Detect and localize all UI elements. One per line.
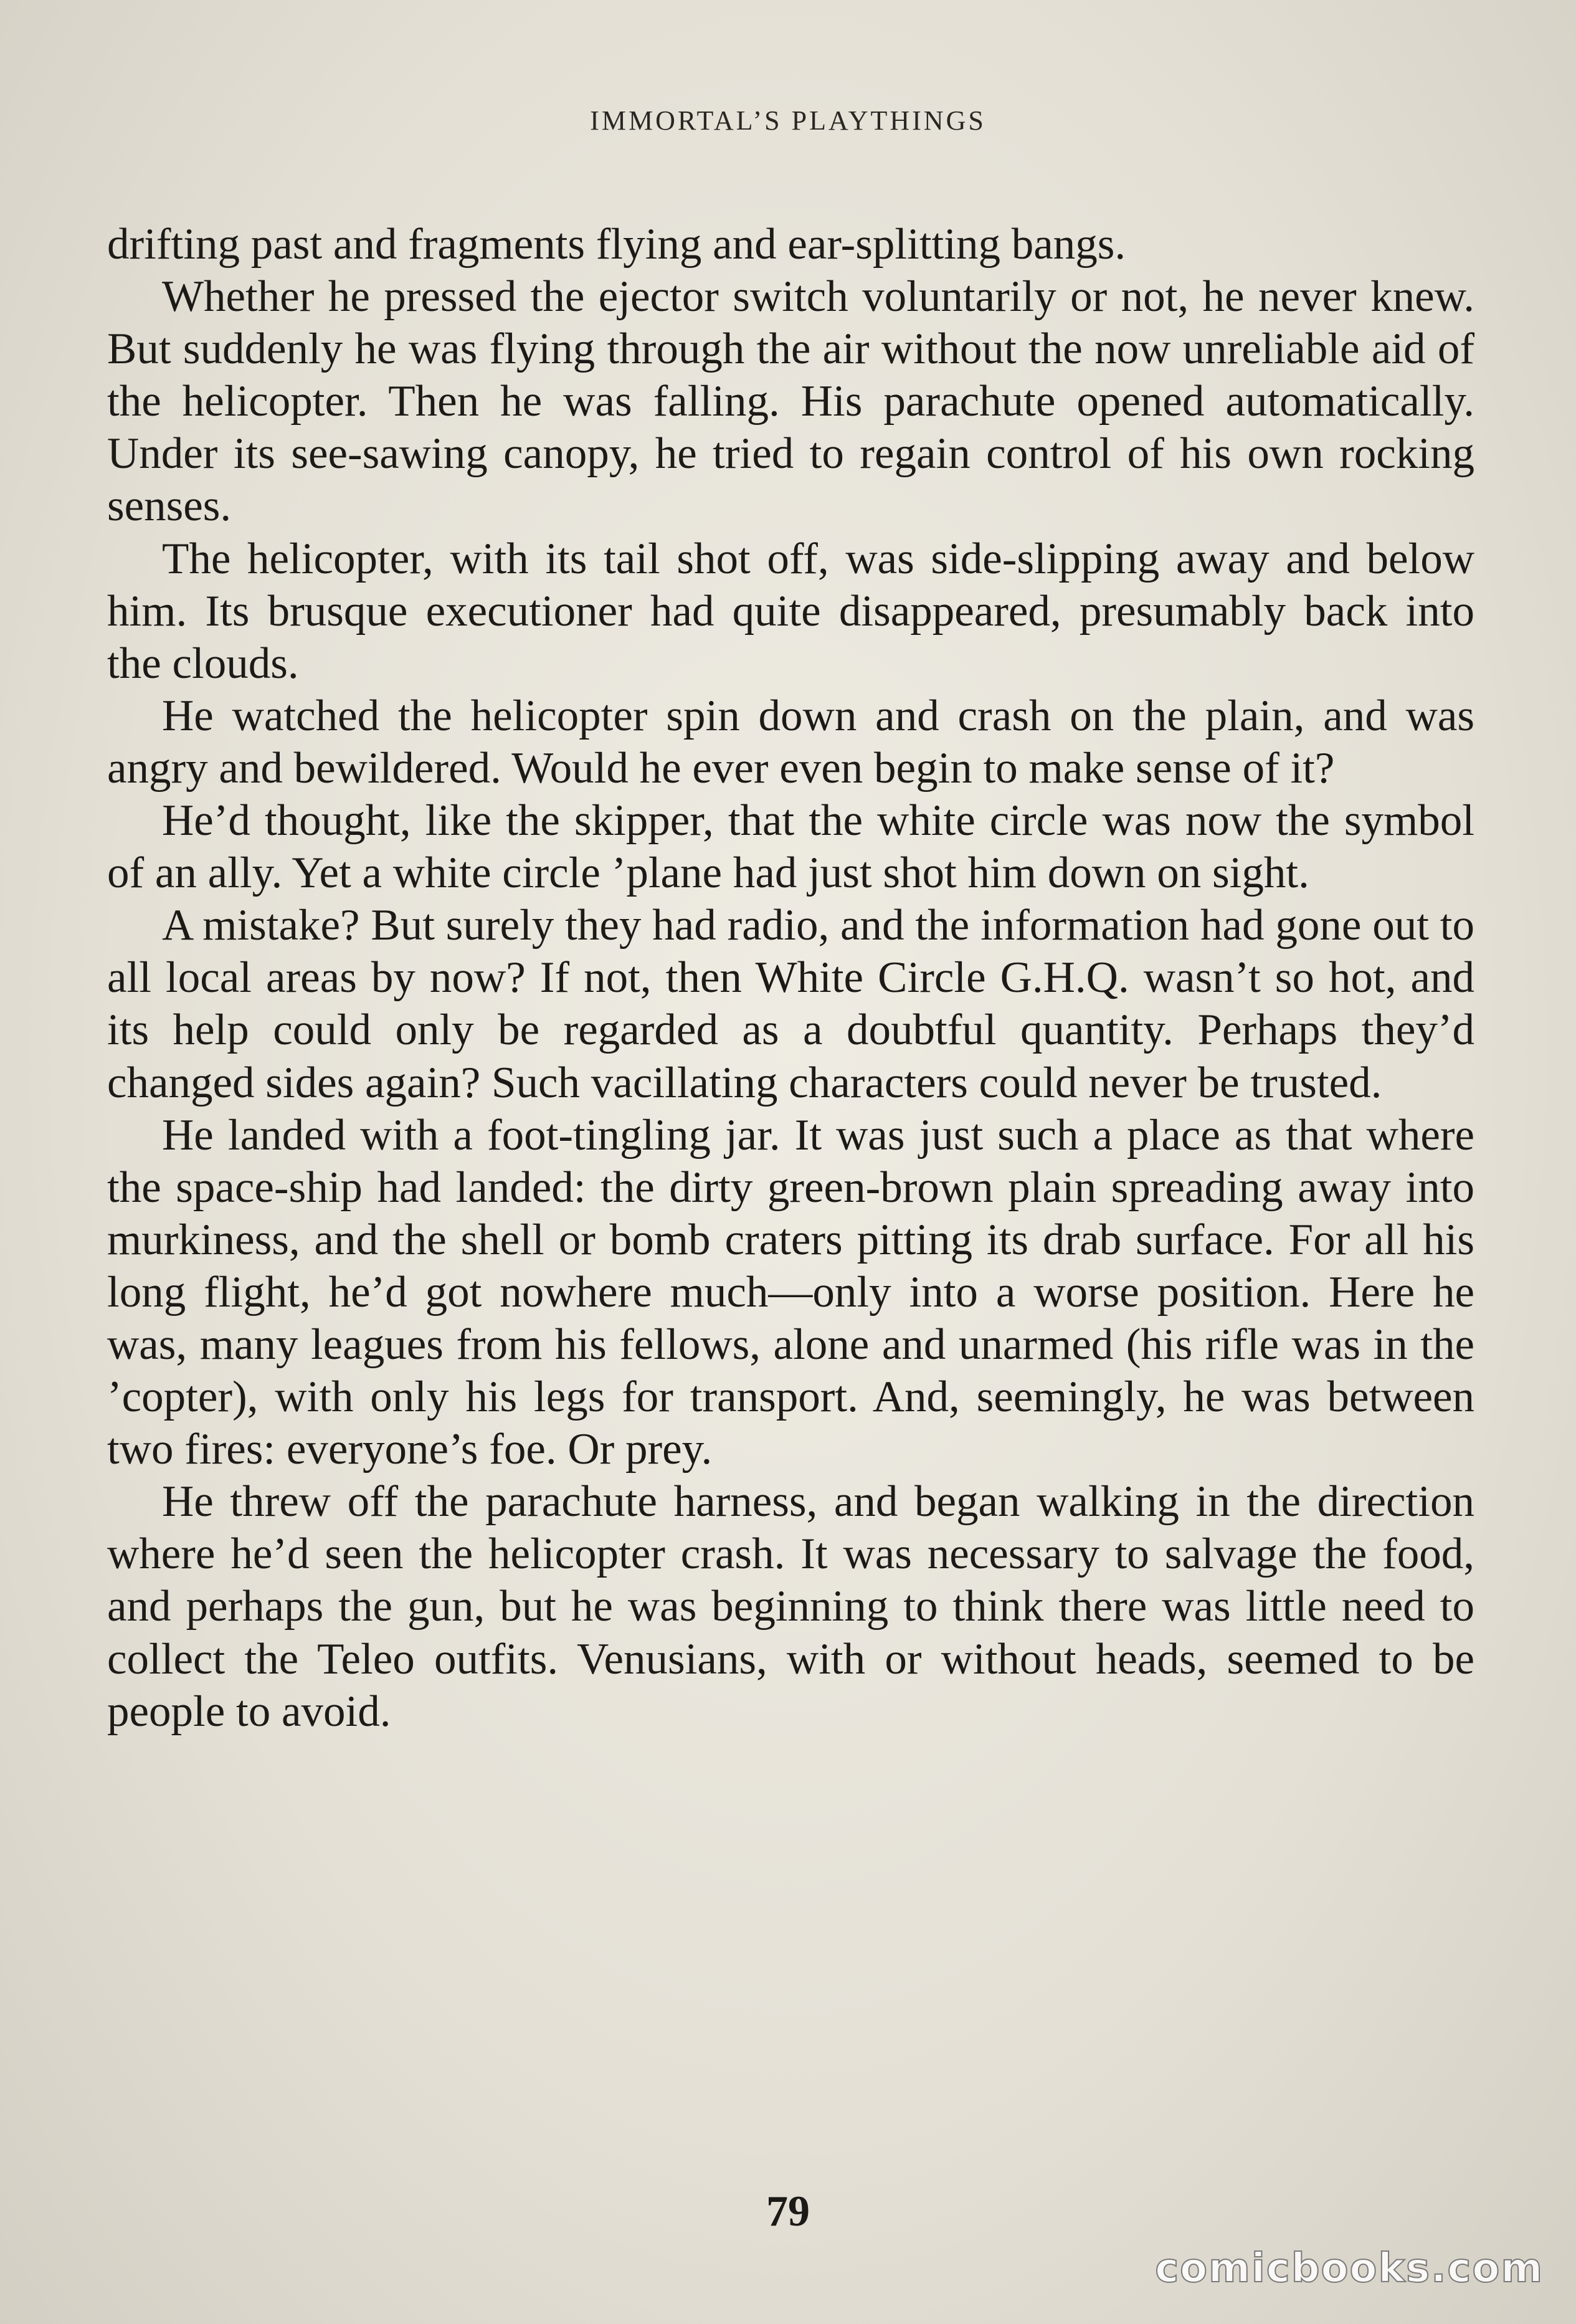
paragraph-5: He’d thought, like the skipper, that the white circle was now the symbol of an ally. Yet a white circle ’plane had just shot him down on sight. [107, 796, 1474, 898]
running-head: IMMORTAL’S PLAYTHINGS [590, 105, 986, 136]
watermark: comicbooks.com [1155, 2245, 1544, 2292]
paragraph-6: A mistake? But surely they had radio, and the information had gone out to all local areas by now? If not, then White Circle G.H.Q. wasn’t so hot, and its help could only be regarded as a doubtful quantity. Perhaps they’d changed sides again? Such vacillating characters could never be trusted. [107, 901, 1474, 1107]
body-text [107, 218, 1474, 1738]
paragraph-1: drifting past and fragments flying and ear-splitting bangs. [107, 220, 1126, 269]
paragraph-4: He watched the helicopter spin down and crash on the plain, and was angry and bewildered. Would he ever even begin to make sense of it? [107, 691, 1474, 793]
paragraph-3: The helicopter, with its tail shot off, was side-slipping away and below him. Its brusque executioner had quite disappeared, presumably back into the clouds. [107, 534, 1474, 688]
page-number: 79 [766, 2188, 810, 2236]
paragraph-2: Whether he pressed the ejector switch voluntarily or not, he never knew. But suddenly he was flying through the air without the now unreliable aid of the helicopter. Then he was falling. His parachute opened automatically. Under its see-sawing canopy, he tried to regain control of his own rocking senses. [107, 272, 1474, 531]
paragraph-8: He threw off the parachute harness, and began walking in the direction where he’d seen the helicopter crash. It was necessary to salvage the food, and perhaps the gun, but he was beginning to think there was little need to collect the Teleo outfits. Venusians, with or without heads, seemed to be people to avoid. [107, 1477, 1474, 1736]
paragraph-7: He landed with a foot-tingling jar. It was just such a place as that where the space-ship had landed: the dirty green-brown plain spreading away into murkiness, and the shell or bomb craters pitting its drab surface. For all his long flight, he’d got nowhere much—only into a worse position. Here he was, many leagues from his fellows, alone and unarmed (his rifle was in the ’copter), with only his legs for transport. And, seemingly, he was between two fires: everyone’s foe. Or prey. [107, 1110, 1474, 1474]
